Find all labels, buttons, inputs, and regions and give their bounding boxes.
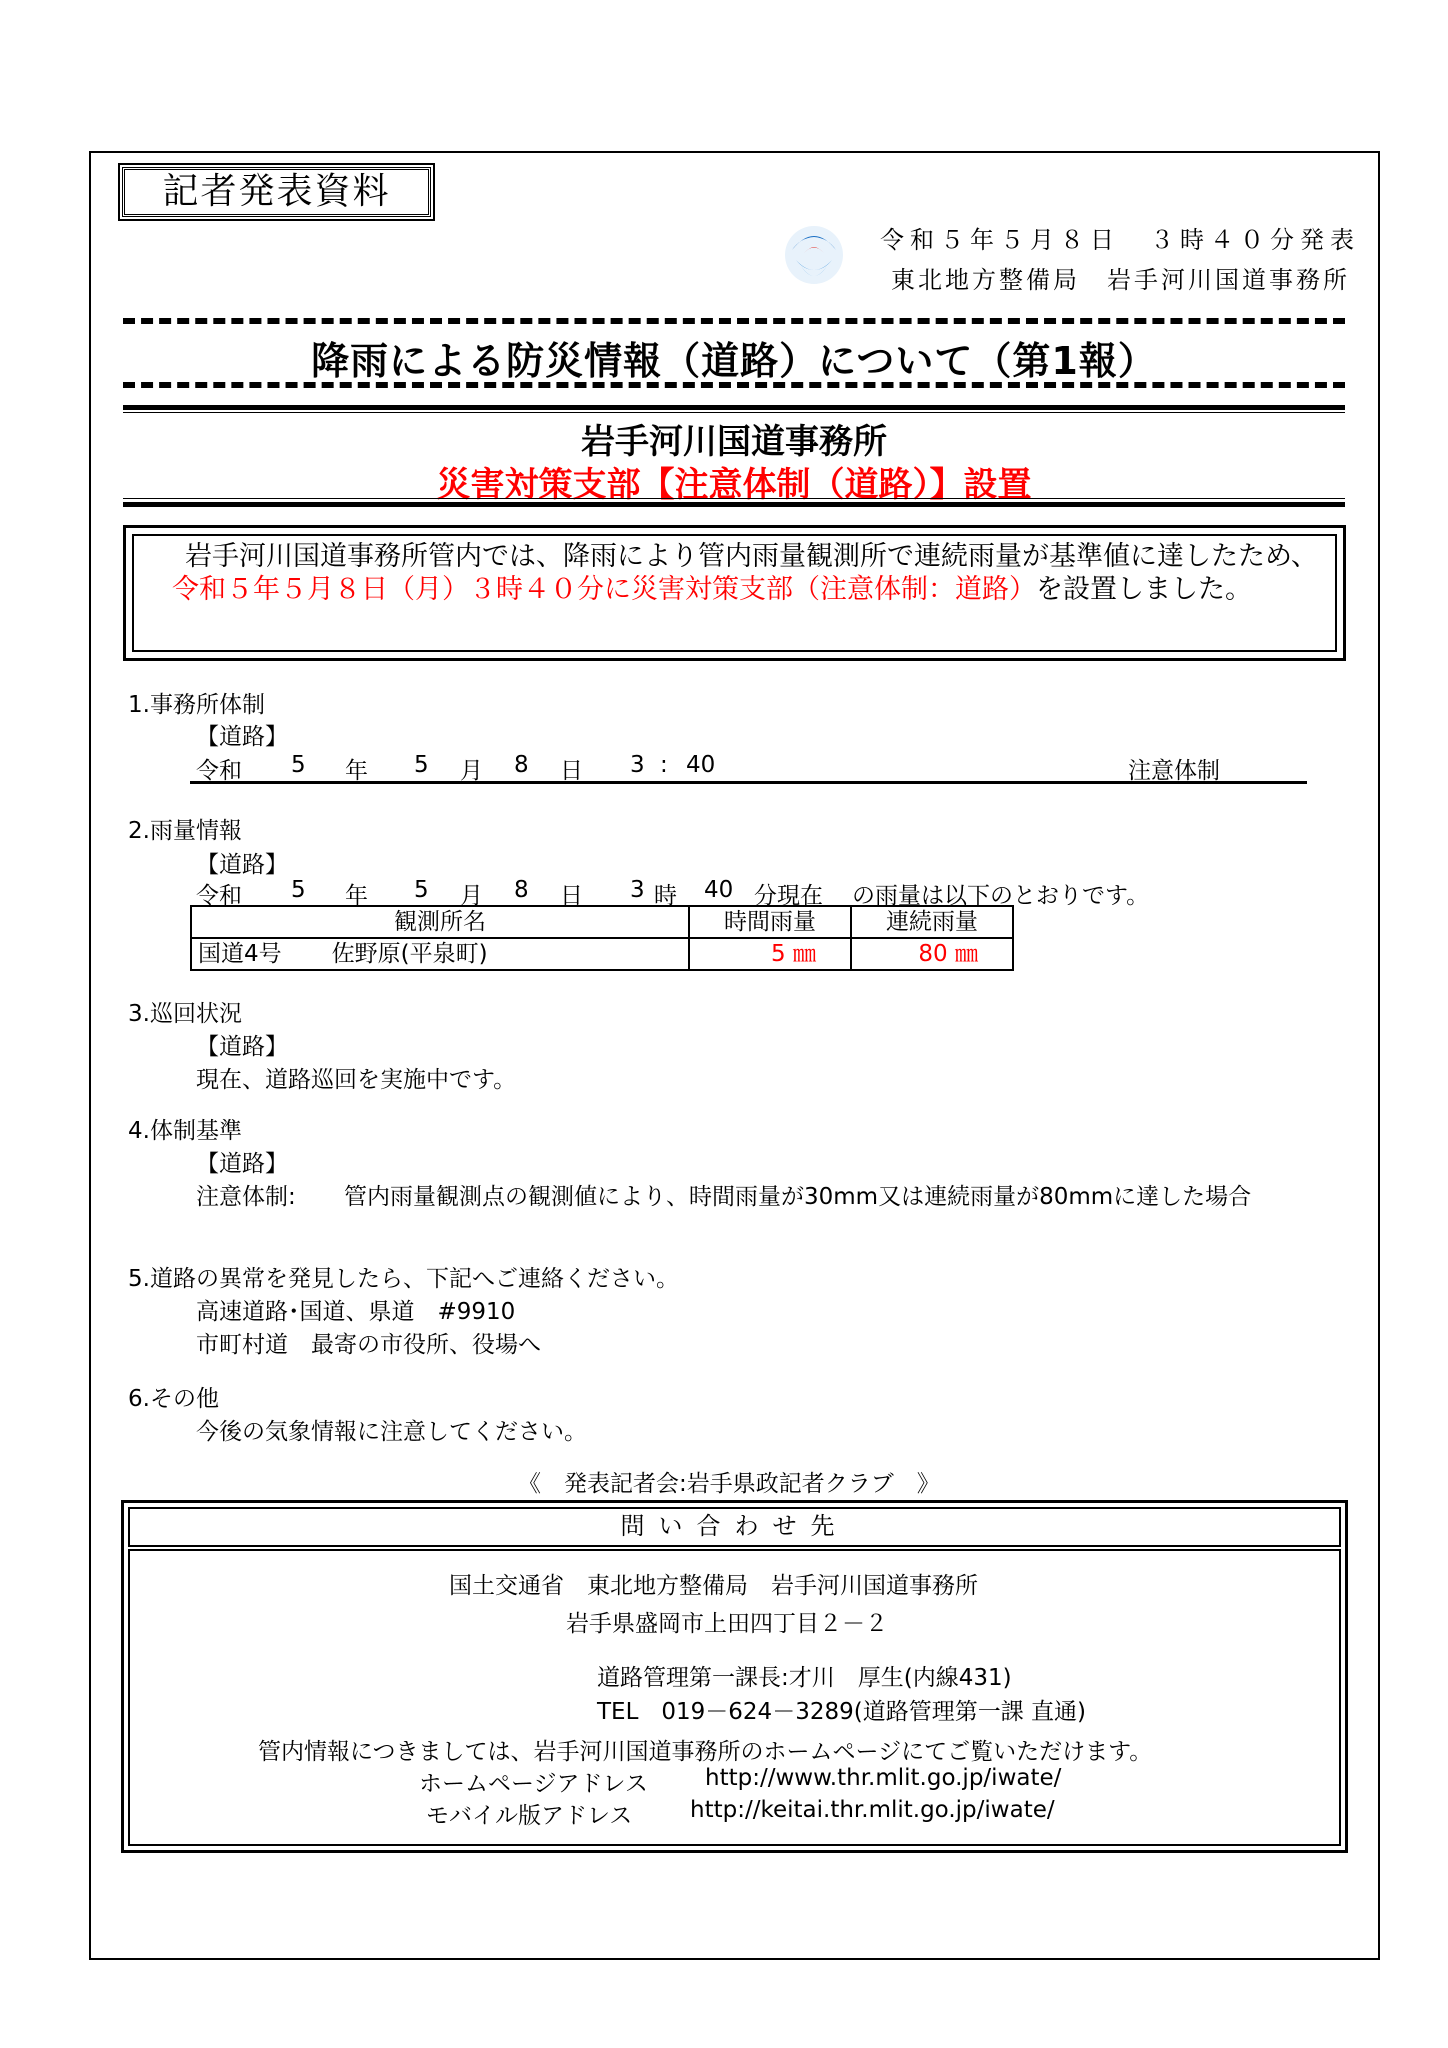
station-route: 国道4号 [198, 941, 282, 967]
section-5-line2: 市町村道 最寄の市役所、役場へ [196, 1332, 541, 1358]
notice-part1: 岩手河川国道事務所管内では、降雨により管内雨量観測所で連続雨量が基準値に達したため、 [185, 541, 1318, 572]
rainfall-table [190, 905, 1014, 971]
s2-minute: 40 [704, 877, 734, 903]
s2-tail: の雨量は以下のとおりです。 [852, 883, 1150, 909]
s1-status: 注意体制 [1128, 758, 1220, 784]
section-3-category: 【道路】 [196, 1034, 288, 1060]
contact-tel: TEL 019－624－3289(道路管理第一課 直通) [597, 1699, 1086, 1725]
s2-hour-unit: 時 [654, 883, 677, 909]
section-5-title: 5.道路の異常を発見したら、下記へご連絡ください。 [128, 1266, 679, 1292]
s1-year-unit: 年 [345, 758, 368, 784]
s1-month: 5 [414, 752, 429, 778]
notice-text [158, 540, 1318, 606]
section-3-title: 3.巡回状況 [128, 1001, 242, 1027]
th-hourly: 時間雨量 [689, 906, 851, 938]
heading-rule-top [123, 405, 1345, 410]
notice-part3: を設置しました。 [1036, 574, 1252, 605]
section-2-title: 2.雨量情報 [128, 818, 242, 844]
section-2-category: 【道路】 [196, 852, 288, 878]
notice-part2: 令和５年５月８日（月）３時４０分に災害対策支部（注意体制：道路） [172, 574, 1036, 605]
contact-address: 岩手県盛岡市上田四丁目２－２ [566, 1611, 888, 1637]
contact-org: 国土交通省 東北地方整備局 岩手河川国道事務所 [449, 1573, 978, 1599]
section-3-text: 現在、道路巡回を実施中です。 [196, 1067, 517, 1093]
contact-hp-label: ホームページアドレス [419, 1771, 648, 1797]
s1-time-minute: 40 [686, 752, 716, 778]
s2-hour: 3 [630, 877, 645, 903]
heading-rule-bottom-thin [123, 498, 1345, 499]
setup-heading: 災害対策支部【注意体制（道路）】設置 [436, 465, 1032, 505]
station-name: 佐野原(平泉町) [331, 941, 488, 967]
s2-year-unit: 年 [345, 883, 368, 909]
s2-day: 8 [514, 877, 529, 903]
s2-era: 令和 [196, 883, 242, 909]
section-6-text: 今後の気象情報に注意してください。 [196, 1419, 587, 1445]
s1-underline [190, 781, 1307, 784]
release-office: 東北地方整備局 岩手河川国道事務所 [891, 266, 1350, 294]
contact-person: 道路管理第一課長:才川 厚生(内線431) [597, 1665, 1012, 1691]
section-4-category: 【道路】 [196, 1151, 288, 1177]
contact-box [121, 1500, 1348, 1853]
office-heading: 岩手河川国道事務所 [581, 422, 887, 462]
title-rule-bottom [123, 382, 1345, 388]
contact-body [128, 1549, 1341, 1846]
s1-year: 5 [291, 752, 306, 778]
release-date: 令和５年５月８日 ３時４０分発表 [880, 226, 1360, 254]
contact-hp-url[interactable]: http://www.thr.mlit.go.jp/iwate/ [705, 1765, 1062, 1791]
hourly-rain-cell: 5 ㎜ [689, 938, 851, 970]
s1-month-unit: 月 [460, 758, 483, 784]
s2-minute-unit: 分現在 [754, 883, 823, 909]
s2-month: 5 [414, 877, 429, 903]
press-release-label: 記者発表資料 [122, 167, 431, 217]
contact-heading: 問い合わせ先 [128, 1507, 1341, 1547]
section-1-title: 1.事務所体制 [128, 692, 265, 718]
section-4-label: 注意体制: [196, 1184, 296, 1210]
section-6-title: 6.その他 [128, 1386, 219, 1412]
s1-day-unit: 日 [560, 758, 583, 784]
section-5-line1: 高速道路･国道、県道 #9910 [196, 1299, 516, 1325]
heading-rule-top-thin [123, 412, 1345, 413]
s2-month-unit: 月 [460, 883, 483, 909]
mlit-logo-icon [782, 220, 846, 290]
th-station: 観測所名 [191, 906, 689, 938]
s1-day: 8 [514, 752, 529, 778]
s2-year: 5 [291, 877, 306, 903]
station-cell [191, 938, 689, 970]
contact-web-note: 管内情報につきましては、岩手河川国道事務所のホームページにてご覧いただけます。 [258, 1739, 1153, 1765]
press-club: 《 発表記者会:岩手県政記者クラブ 》 [518, 1471, 940, 1497]
s2-day-unit: 日 [560, 883, 583, 909]
section-1-category: 【道路】 [196, 724, 288, 750]
title-rule-top [123, 318, 1345, 324]
section-4-title: 4.体制基準 [128, 1118, 242, 1144]
table-row [191, 938, 1013, 970]
th-cumulative: 連続雨量 [851, 906, 1013, 938]
contact-mobile-label: モバイル版アドレス [426, 1803, 633, 1829]
page-title: 降雨による防災情報（道路）について（第1報） [311, 339, 1157, 383]
heading-rule-bottom [123, 502, 1345, 507]
section-4-text: 管内雨量観測点の観測値により、時間雨量が30mm又は連続雨量が80mmに達した場合 [344, 1184, 1252, 1210]
s1-time-colon: : [660, 752, 668, 778]
table-header-row [191, 906, 1013, 938]
s1-era: 令和 [196, 758, 242, 784]
contact-mobile-url[interactable]: http://keitai.thr.mlit.go.jp/iwate/ [690, 1797, 1055, 1823]
cumulative-rain-cell: 80 ㎜ [851, 938, 1013, 970]
s1-time-hour: 3 [630, 752, 645, 778]
notice-box [123, 525, 1346, 661]
